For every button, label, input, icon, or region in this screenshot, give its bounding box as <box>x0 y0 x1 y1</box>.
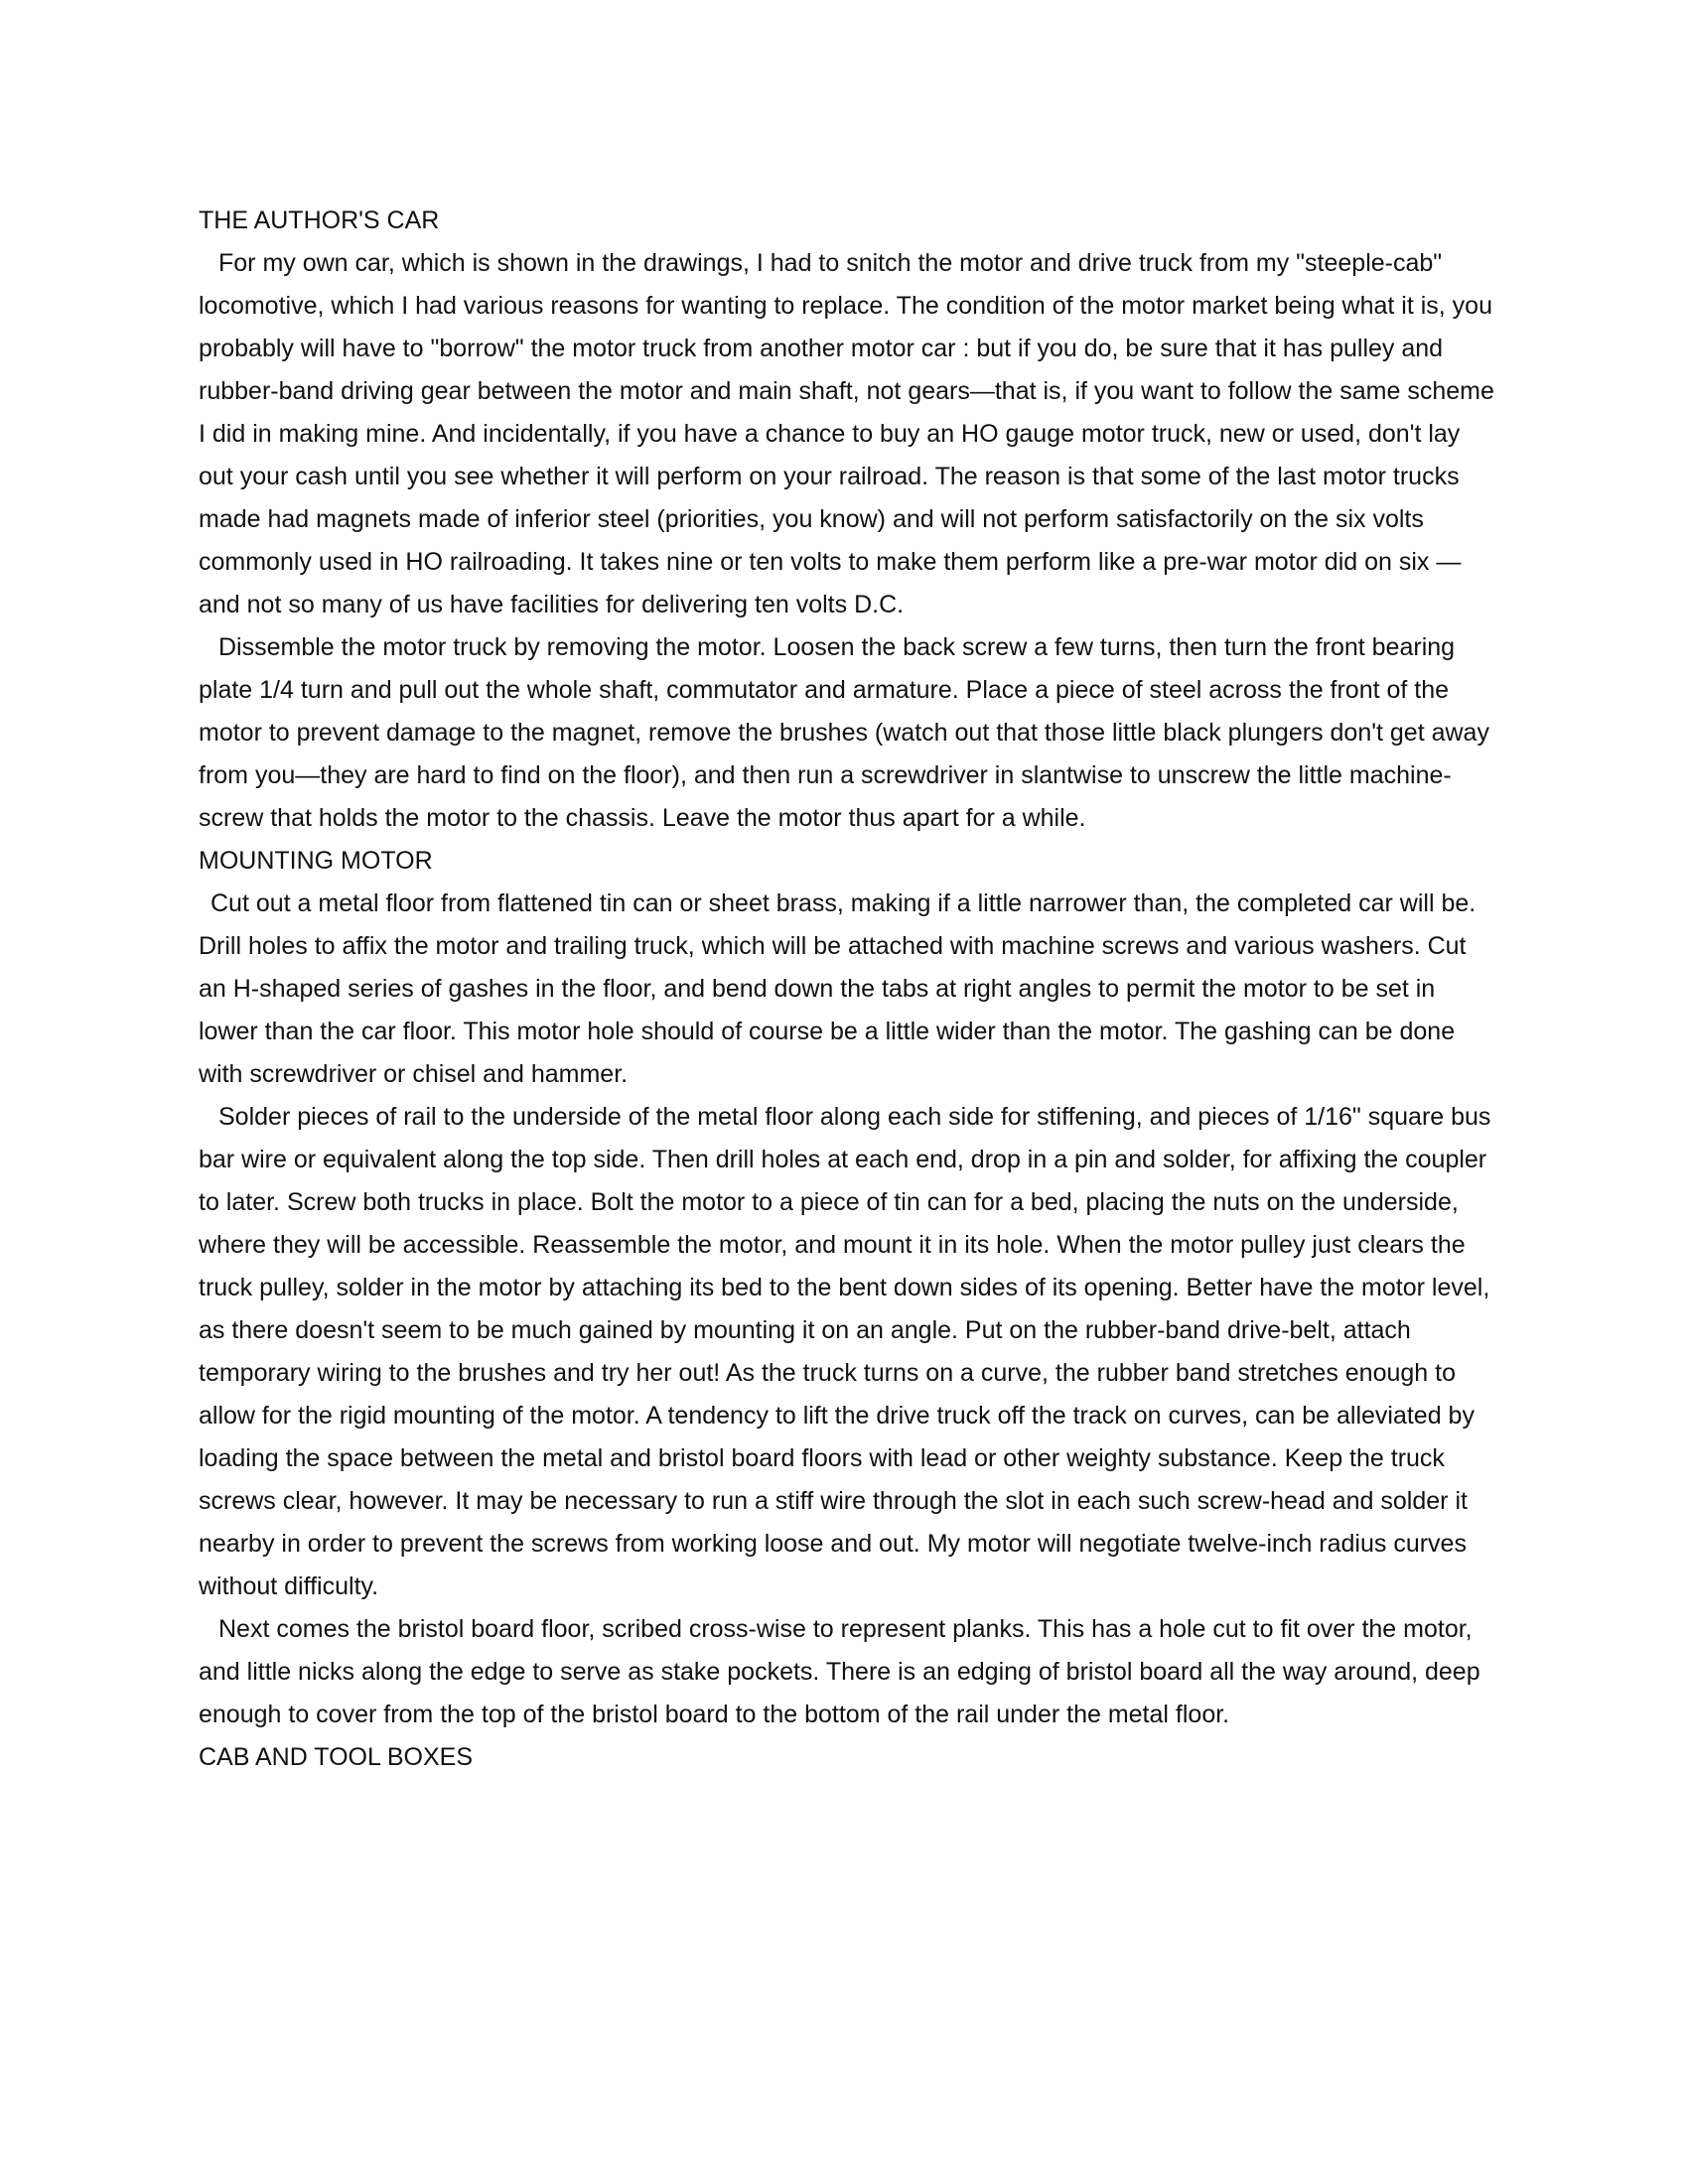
paragraph-mounting-motor-3: Next comes the bristol board floor, scribed cross-wise to represent planks. This has a hole cut to fit over the motor, and little nicks along the edge to serve as stake pockets. There is an edging of bristol board all the way around, deep enough to cover from the top of the bristol board to the bottom of the rail under the metal floor. <box>199 1615 1480 1728</box>
section-heading-cab-and-tool-boxes: CAB AND TOOL BOXES <box>199 1743 474 1771</box>
paragraph-authors-car-2: Dissemble the motor truck by removing the motor. Loosen the back screw a few turns, then turn the front bearing plate 1/4 turn and pull out the whole shaft, commutator and armature. Place a piece of steel across the front of the motor to prevent damage to the magnet, remove the brushes (watch out that those little black plungers don't get away from you—they are hard to find on the floor), and then run a screwdriver in slantwise to unscrew the little machine-screw that holds the motor to the chassis. Leave the motor thus apart for a while. <box>199 633 1489 832</box>
paragraph-mounting-motor-2: Solder pieces of rail to the underside of the metal floor along each side for stiffening, and pieces of 1/16" square bus bar wire or equivalent along the top side. Then drill holes at each end, drop in a pin and solder, for affixing the coupler to later. Screw both trucks in place. Bolt the motor to a piece of tin can for a bed, placing the nuts on the underside, where they will be accessible. Reassemble the motor, and mount it in its hole. When the motor pulley just clears the truck pulley, solder in the motor by attaching its bed to the bent down sides of its opening. Better have the motor level, as there doesn't seem to be much gained by mounting it on an angle. Put on the rubber-band drive-belt, attach temporary wiring to the brushes and try her out! As the truck turns on a curve, the rubber band stretches enough to allow for the rigid mounting of the motor. A tendency to lift the drive truck off the track on curves, can be alleviated by loading the space between the metal and bristol board floors with lead or other weighty substance. Keep the truck screws clear, however. It may be necessary to run a stiff wire through the slot in each such screw-head and solder it nearby in order to prevent the screws from working loose and out. My motor will negotiate twelve-inch radius curves without difficulty. <box>199 1103 1491 1600</box>
paragraph-authors-car-1: For my own car, which is shown in the drawings, I had to snitch the motor and drive truck from my "steeple-cab" locomotive, which I had various reasons for wanting to replace. The condition of the motor market being what it is, you probably will have to "borrow" the motor truck from another motor car : but if you do, be sure that it has pulley and rubber-band driving gear between the motor and main shaft, not gears—that is, if you want to follow the same scheme I did in making mine. And incidentally, if you have a chance to buy an HO gauge motor truck, new or used, don't lay out your cash until you see whether it will perform on your railroad. The reason is that some of the last motor trucks made had magnets made of inferior steel (priorities, you know) and will not perform satisfactorily on the six volts commonly used in HO railroading. It takes nine or ten volts to make them perform like a pre-war motor did on six —and not so many of us have facilities for delivering ten volts D.C. <box>199 249 1494 618</box>
section-heading-mounting-motor: MOUNTING MOTOR <box>199 847 433 875</box>
paragraph-mounting-motor-1: Cut out a metal floor from flattened tin can or sheet brass, making if a little narrower than, the completed car will be. Drill holes to affix the motor and trailing truck, which will be attached with machine screws and various washers. Cut an H-shaped series of gashes in the floor, and bend down the tabs at right angles to permit the motor to be set in lower than the car floor. This motor hole should of course be a little wider than the motor. The gashing can be done with screwdriver or chisel and hammer. <box>199 889 1477 1088</box>
document-page <box>199 200 1499 1779</box>
section-heading-authors-car: THE AUTHOR'S CAR <box>199 206 440 234</box>
